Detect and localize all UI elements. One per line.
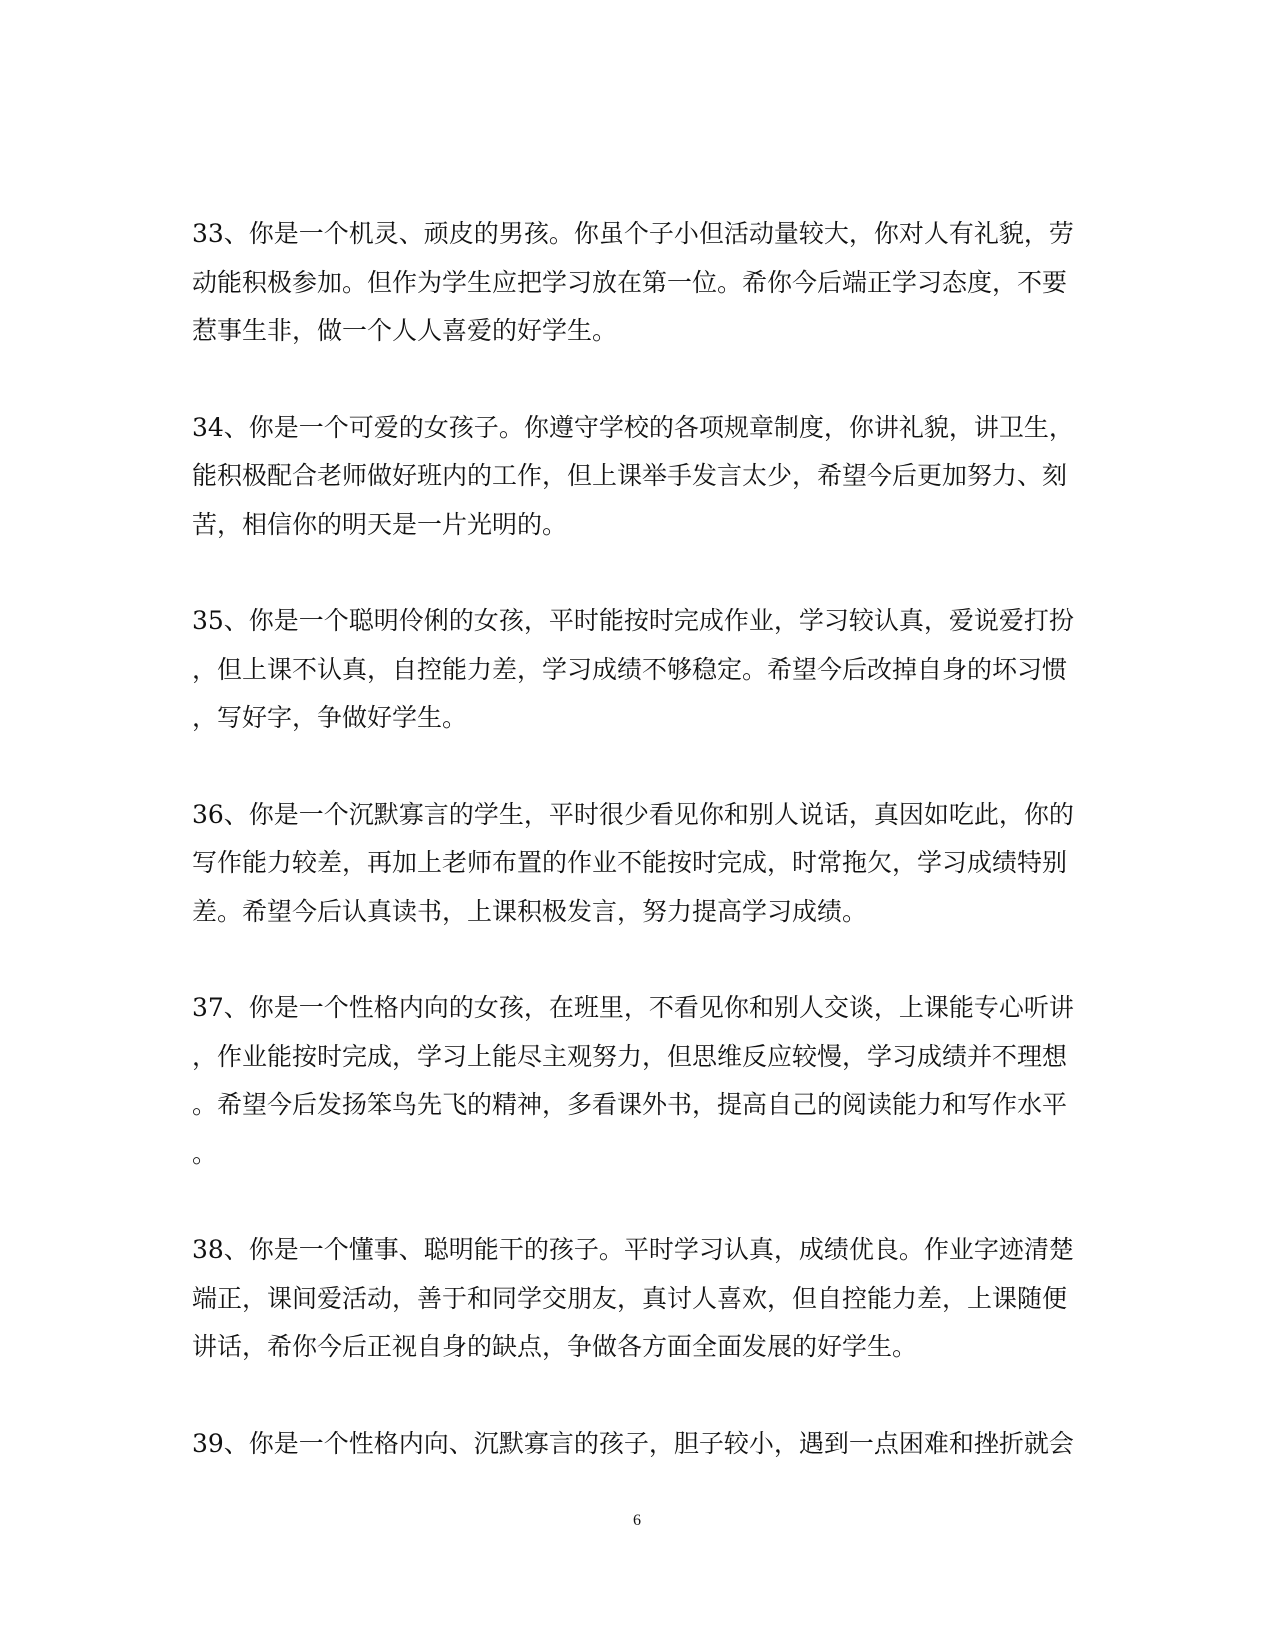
document-body <box>192 210 1072 1516</box>
text-line: 33、你是一个机灵、顽皮的男孩。你虽个子小但活动量较大，你对人有礼貌，劳 <box>192 219 1074 248</box>
page-number: 6 <box>633 1512 641 1529</box>
text-line: 惹事生非，做一个人人喜爱的好学生。 <box>192 316 618 345</box>
text-line: ，但上课不认真，自控能力差，学习成绩不够稳定。希望今后改掉自身的坏习惯 <box>192 654 1068 684</box>
comment-paragraph-33 <box>192 210 1072 356</box>
text-line: 35、你是一个聪明伶俐的女孩，平时能按时完成作业，学习较认真，爱说爱打扮 <box>192 606 1074 635</box>
comment-paragraph-37 <box>192 984 1072 1178</box>
text-line: 36、你是一个沉默寡言的学生，平时很少看见你和别人说话，真因如吃此，你的 <box>192 799 1074 829</box>
text-line: 讲话，希你今后正视自身的缺点，争做各方面全面发展的好学生。 <box>192 1332 918 1361</box>
text-line: 差。希望今后认真读书，上课积极发言，努力提高学习成绩。 <box>192 896 868 926</box>
comment-paragraph-34 <box>192 404 1072 550</box>
text-line: 38、你是一个懂事、聪明能干的孩子。平时学习认真，成绩优良。作业字迹清楚 <box>192 1235 1074 1264</box>
text-line: 。希望今后发扬笨鸟先飞的精神，多看课外书，提高自己的阅读能力和写作水平 <box>192 1090 1068 1119</box>
text-line: 。 <box>192 1138 218 1168</box>
comment-paragraph-36 <box>192 791 1072 937</box>
text-line: ，写好字，争做好学生。 <box>192 703 468 732</box>
comment-paragraph-38 <box>192 1226 1072 1372</box>
comment-paragraph-35 <box>192 597 1072 743</box>
text-line: 写作能力较差，再加上老师布置的作业不能按时完成，时常拖欠，学习成绩特别 <box>192 848 1068 877</box>
text-line: 端正，课间爱活动，善于和同学交朋友，真讨人喜欢，但自控能力差，上课随便 <box>192 1283 1068 1313</box>
text-line: 动能积极参加。但作为学生应把学习放在第一位。希你今后端正学习态度，不要 <box>192 267 1068 297</box>
text-line: ，作业能按时完成，学习上能尽主观努力，但思维反应较慢，学习成绩并不理想 <box>192 1041 1068 1071</box>
text-line: 苦，相信你的明天是一片光明的。 <box>192 509 568 539</box>
text-line: 能积极配合老师做好班内的工作，但上课举手发言太少，希望今后更加努力、刻 <box>192 461 1068 490</box>
text-line: 34、你是一个可爱的女孩子。你遵守学校的各项规章制度，你讲礼貌，讲卫生， <box>192 412 1074 442</box>
text-line: 39、你是一个性格内向、沉默寡言的孩子，胆子较小，遇到一点困难和挫折就会 <box>192 1428 1074 1458</box>
text-line: 37、你是一个性格内向的女孩，在班里，不看见你和别人交谈，上课能专心听讲 <box>192 993 1074 1022</box>
comment-paragraph-39 <box>192 1420 1072 1469</box>
